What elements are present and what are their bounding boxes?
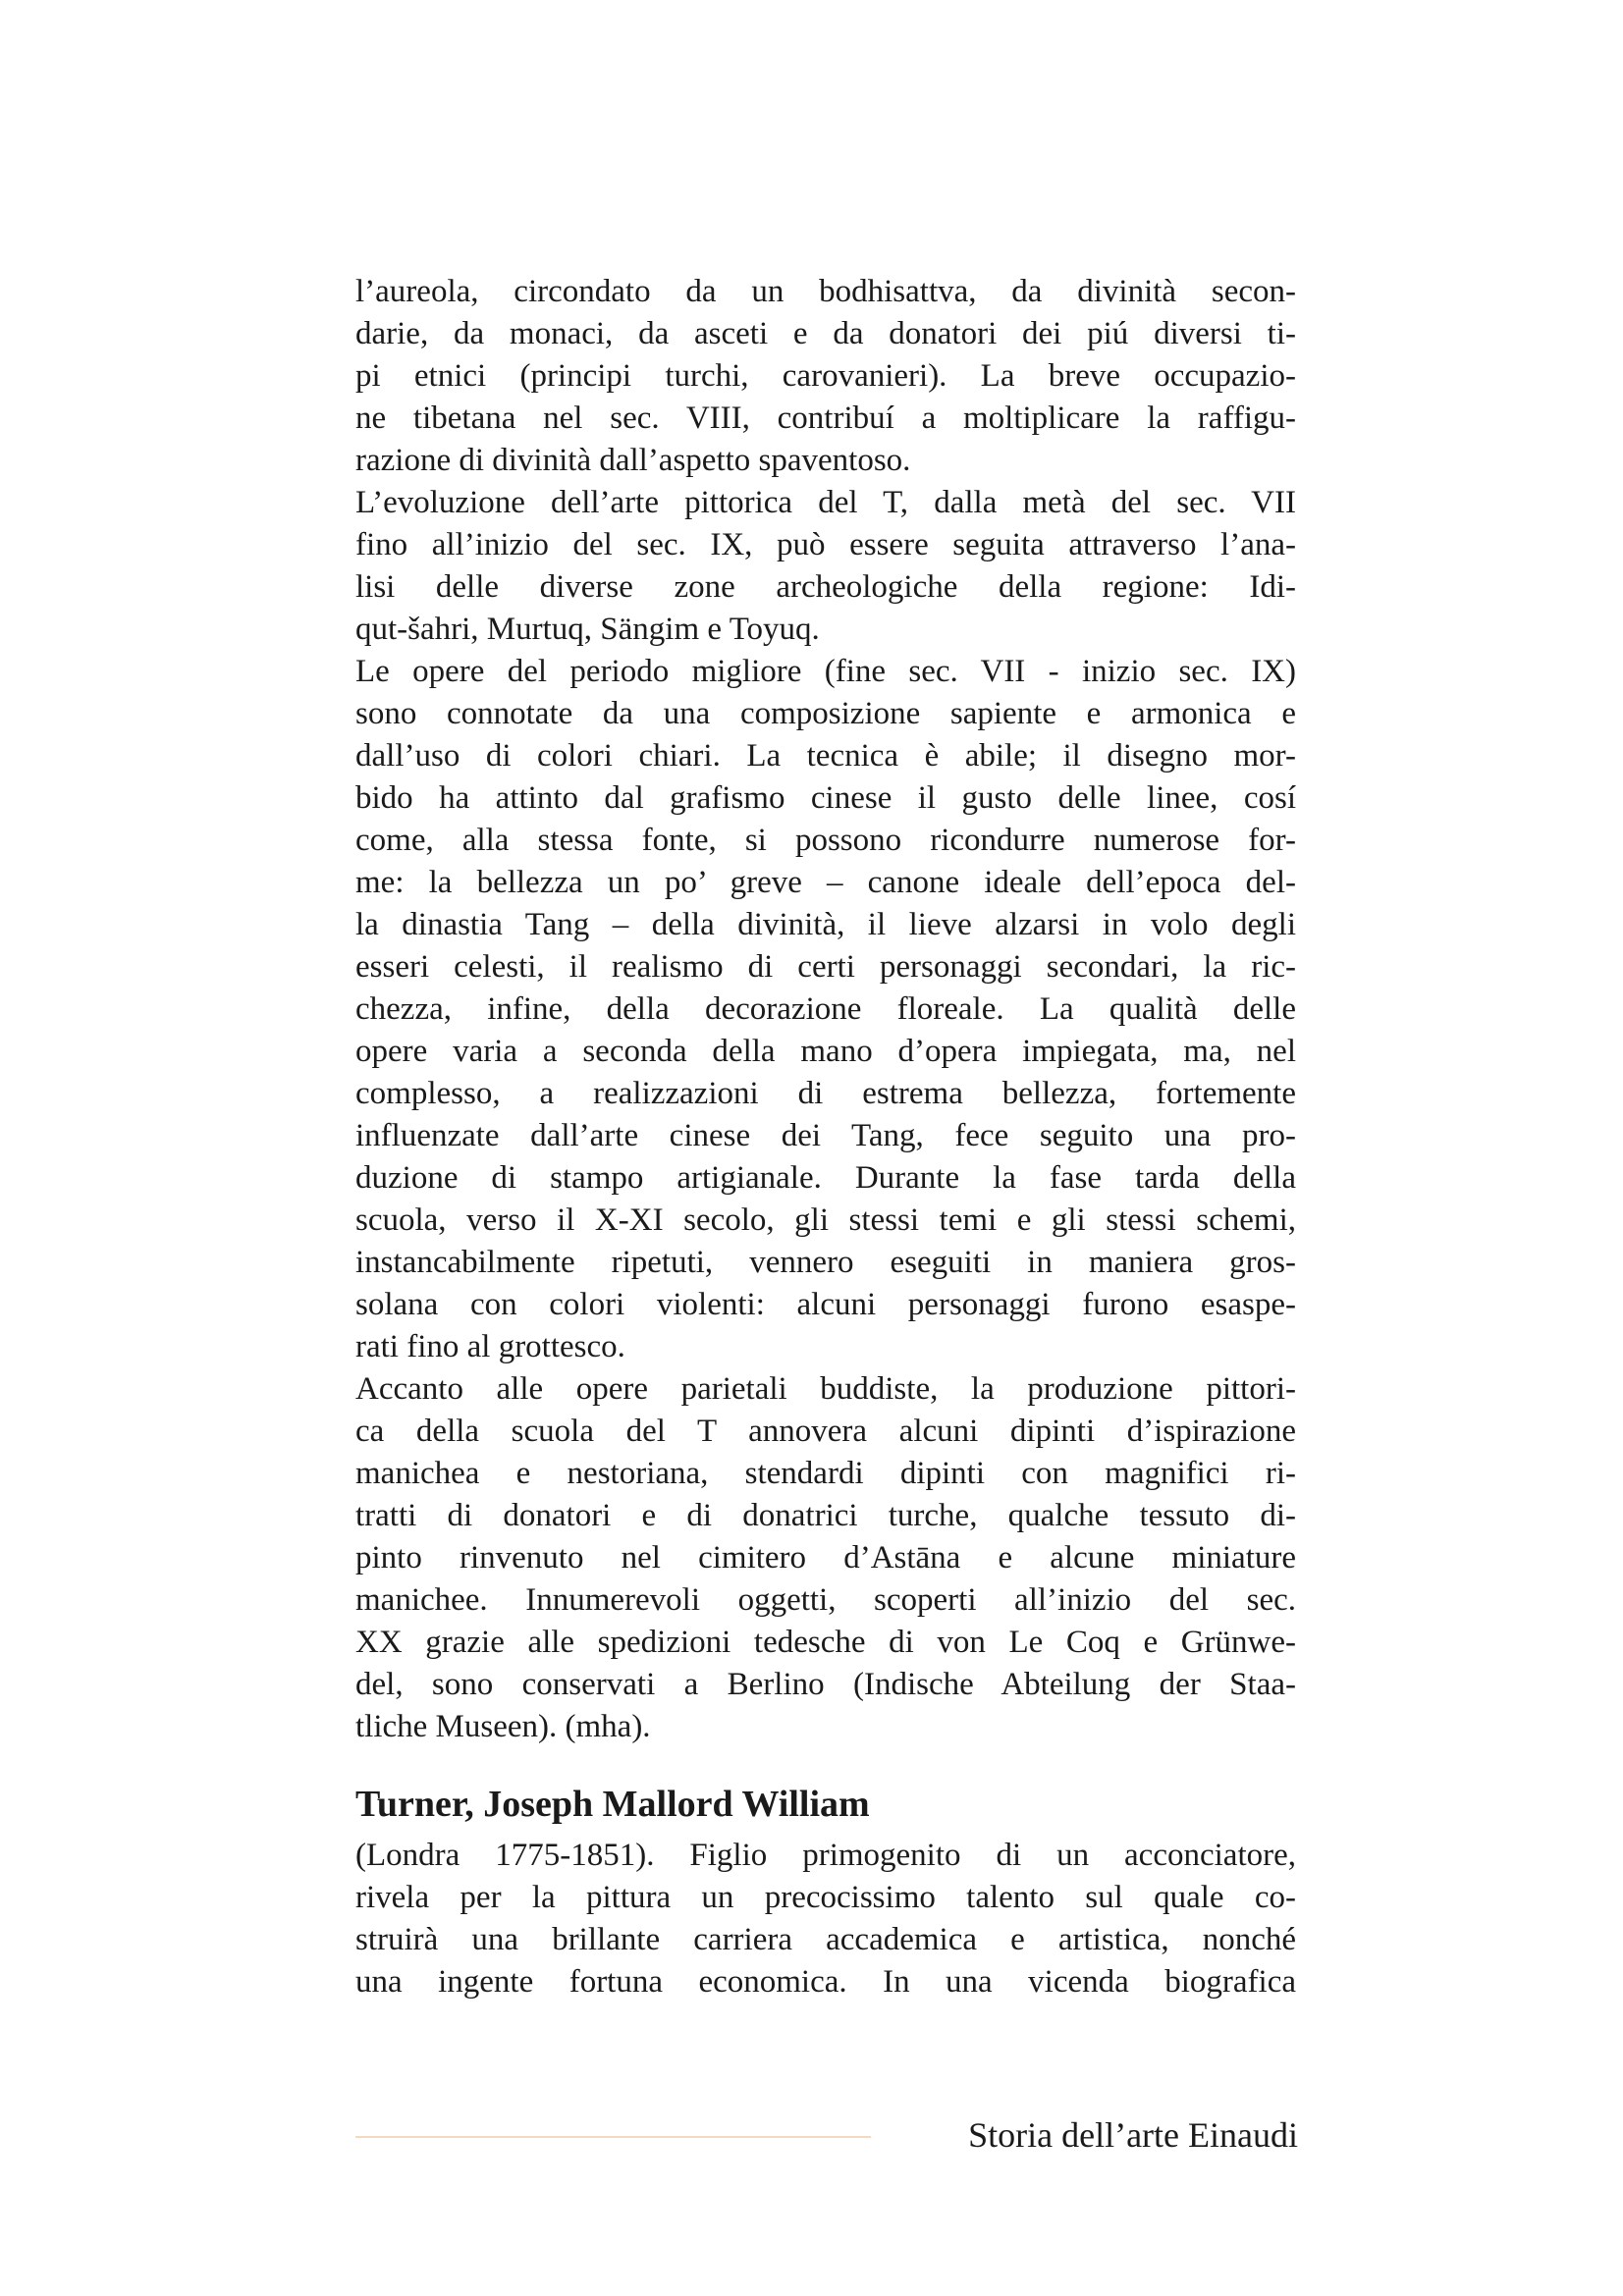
text-line: razione di divinità dall’aspetto spaventoso. <box>355 443 911 478</box>
text-line: manichee. Innumerevoli oggetti, scoperti all’inizio del sec. <box>355 1582 1296 1618</box>
text-line: manichea e nestoriana, stendardi dipinti con magnifici ri- <box>355 1456 1296 1491</box>
text-line: me: la bellezza un po’ greve – canone ideale dell’epoca del- <box>355 865 1296 900</box>
footer-title: Storia dell’arte Einaudi <box>968 2115 1298 2155</box>
text-line: pinto rinvenuto nel cimitero d’Astāna e alcune miniature <box>355 1540 1296 1575</box>
text-line: opere varia a seconda della mano d’opera impiegata, ma, nel <box>355 1034 1296 1069</box>
text-line: pi etnici (principi turchi, carovanieri). La breve occupazio- <box>355 358 1296 394</box>
entry-heading: Turner, Joseph Mallord William <box>355 1784 870 1825</box>
text-line: rivela per la pittura un precocissimo talento sul quale co- <box>355 1880 1296 1915</box>
text-line: Accanto alle opere parietali buddiste, la produzione pittori- <box>355 1371 1296 1407</box>
text-line: dall’uso di colori chiari. La tecnica è abile; il disegno mor- <box>355 738 1296 774</box>
text-line: instancabilmente ripetuti, vennero eseguiti in maniera gros- <box>355 1245 1296 1280</box>
body-text <box>355 271 1296 1748</box>
text-line: tratti di donatori e di donatrici turche, qualche tessuto di- <box>355 1498 1296 1533</box>
text-line: ca della scuola del T annovera alcuni dipinti d’ispirazione <box>355 1414 1296 1449</box>
text-line: darie, da monaci, da asceti e da donatori dei piú diversi ti- <box>355 316 1296 351</box>
text-line: complesso, a realizzazioni di estrema bellezza, fortemente <box>355 1076 1296 1111</box>
text-line: rati fino al grottesco. <box>355 1329 625 1364</box>
text-line: Le opere del periodo migliore (fine sec. VII - inizio sec. IX) <box>355 654 1296 689</box>
text-line: sono connotate da una composizione sapiente e armonica e <box>355 696 1296 731</box>
text-line: una ingente fortuna economica. In una vicenda biografica <box>355 1964 1296 2000</box>
text-line: chezza, infine, della decorazione floreale. La qualità delle <box>355 991 1296 1027</box>
text-line: tliche Museen). (mha). <box>355 1709 651 1744</box>
entry-text <box>355 1835 1296 2003</box>
text-line: solana con colori violenti: alcuni personaggi furono esaspe- <box>355 1287 1296 1322</box>
text-line: scuola, verso il X-XI secolo, gli stessi temi e gli stessi schemi, <box>355 1202 1296 1238</box>
text-line: come, alla stessa fonte, si possono ricondurre numerose for- <box>355 823 1296 858</box>
text-line: XX grazie alle spedizioni tedesche di von Le Coq e Grünwe- <box>355 1625 1296 1660</box>
text-line: ne tibetana nel sec. VIII, contribuí a moltiplicare la raffigu- <box>355 400 1296 436</box>
text-line: l’aureola, circondato da un bodhisattva, da divinità secon- <box>355 274 1296 309</box>
text-line: la dinastia Tang – della divinità, il lieve alzarsi in volo degli <box>355 907 1296 942</box>
text-line: influenzate dall’arte cinese dei Tang, fece seguito una pro- <box>355 1118 1296 1153</box>
text-line: lisi delle diverse zone archeologiche della regione: Idi- <box>355 569 1296 605</box>
text-line: fino all’inizio del sec. IX, può essere seguita attraverso l’ana- <box>355 527 1296 562</box>
text-line: del, sono conservati a Berlino (Indische Abteilung der Staa- <box>355 1667 1296 1702</box>
text-line: qut-šahri, Murtuq, Sängim e Toyuq. <box>355 612 820 647</box>
text-column <box>355 271 1296 2003</box>
text-line: bido ha attinto dal grafismo cinese il gusto delle linee, cosí <box>355 780 1296 816</box>
text-line: esseri celesti, il realismo di certi personaggi secondari, la ric- <box>355 949 1296 985</box>
text-line: struirà una brillante carriera accademica e artistica, nonché <box>355 1922 1296 1957</box>
footer-rule <box>355 2136 871 2138</box>
text-line: duzione di stampo artigianale. Durante la fase tarda della <box>355 1160 1296 1196</box>
text-line: (Londra 1775-1851). Figlio primogenito di un acconciatore, <box>355 1838 1296 1873</box>
text-line: L’evoluzione dell’arte pittorica del T, dalla metà del sec. VII <box>355 485 1296 520</box>
